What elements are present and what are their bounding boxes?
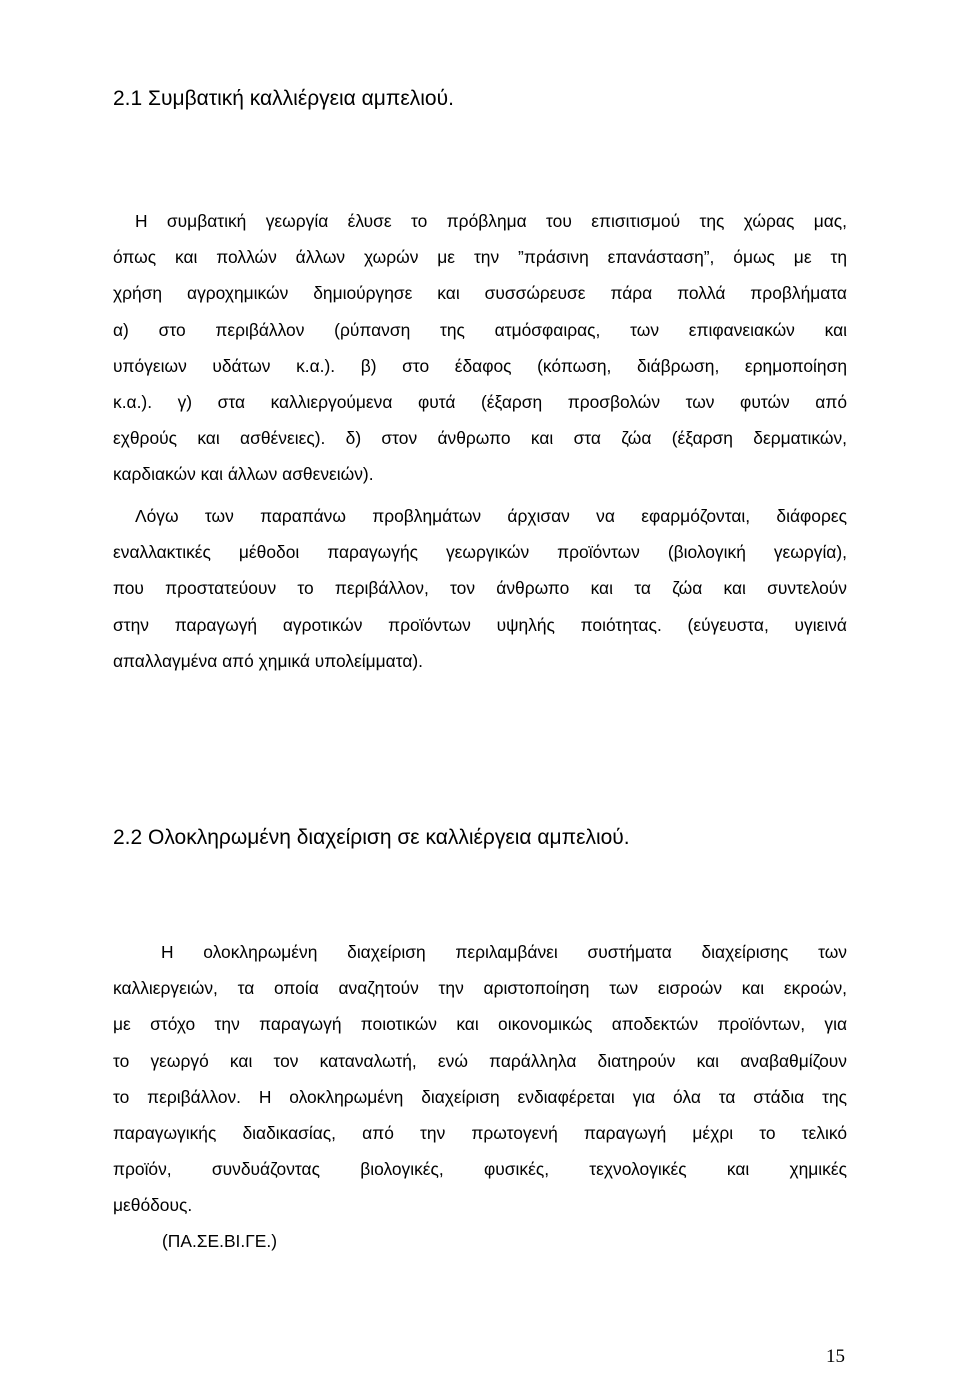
text-line: εχθρούς και ασθένειες). δ) στον άνθρωπο και στα ζώα (έξαρση δερματικών,	[113, 428, 847, 449]
text-line: Λόγω των παραπάνω προβλημάτων άρχισαν να εφαρμόζονται, διάφορες	[135, 506, 847, 526]
text-line: που προστατεύουν το περιβάλλον, τον άνθρωπο και τα ζώα και συντελούν	[113, 578, 847, 599]
text-line: εναλλακτικές μέθοδοι παραγωγής γεωργικών προϊόντων (βιολογική γεωργία),	[113, 542, 847, 563]
text-line: παραγωγικής διαδικασίας, από την πρωτογενή παραγωγή μέχρι το τελικό	[113, 1123, 847, 1144]
text-line: προϊόν, συνδυάζοντας βιολογικές, φυσικές, τεχνολογικές και χημικές	[113, 1159, 847, 1180]
text-line: καρδιακών και άλλων ασθενειών).	[113, 464, 374, 485]
paragraph-alternative-methods	[113, 498, 847, 679]
paragraph-integrated-management	[113, 934, 847, 1224]
text-line: το περιβάλλον. Η ολοκληρωμένη διαχείριση ενδιαφέρεται για όλα τα στάδια της	[113, 1086, 847, 1107]
section-heading-2-2: 2.2 Ολοκληρωμένη διαχείριση σε καλλιέργεια αμπελιού.	[113, 826, 630, 849]
text-line: Η συμβατική γεωργία έλυσε το πρόβλημα του επισιτισμού της χώρας μας,	[135, 211, 847, 231]
text-line: χρήση αγροχημικών δημιούργησε και συσσώρευσε πάρα πολλά προβλήματα	[113, 283, 847, 304]
text-line: το γεωργό και τον καταναλωτή, ενώ παράλληλα διατηρούν και αναβαθμίζουν	[113, 1050, 847, 1071]
text-line: καλλιεργειών, τα οποία αναζητούν την αριστοποίηση των εισροών και εκροών,	[113, 978, 847, 999]
text-line: κ.α.). γ) στα καλλιεργούμενα φυτά (έξαρση προσβολών των φυτών από	[113, 392, 847, 413]
paragraph-conventional-farming	[113, 203, 847, 493]
section-heading-2-1: 2.1 Συμβατική καλλιέργεια αμπελιού.	[113, 87, 454, 110]
text-line: υπόγειων υδάτων κ.α.). β) στο έδαφος (κόπωση, διάβρωση, ερημοποίηση	[113, 355, 847, 376]
citation: (ΠΑ.ΣΕ.ΒΙ.ΓΕ.)	[162, 1231, 278, 1251]
text-line: μεθόδους.	[113, 1195, 193, 1216]
text-line: όπως και πολλών άλλων χωρών με την ”πράσινη επανάσταση”, όμως με τη	[113, 247, 847, 268]
text-line: με στόχο την παραγωγή ποιοτικών και οικονομικώς αποδεκτών προϊόντων, για	[113, 1014, 847, 1035]
text-line: α) στο περιβάλλον (ρύπανση της ατμόσφαιρας, των επιφανειακών και	[113, 319, 847, 340]
page-number: 15	[826, 1346, 845, 1367]
text-line: απαλλαγμένα από χημικά υπολείμματα).	[113, 650, 424, 671]
text-line: Η ολοκληρωμένη διαχείριση περιλαμβάνει συστήματα διαχείρισης των	[161, 942, 847, 962]
text-line: στην παραγωγή αγροτικών προϊόντων υψηλής ποιότητας. (εύγευστα, υγιεινά	[113, 614, 847, 635]
